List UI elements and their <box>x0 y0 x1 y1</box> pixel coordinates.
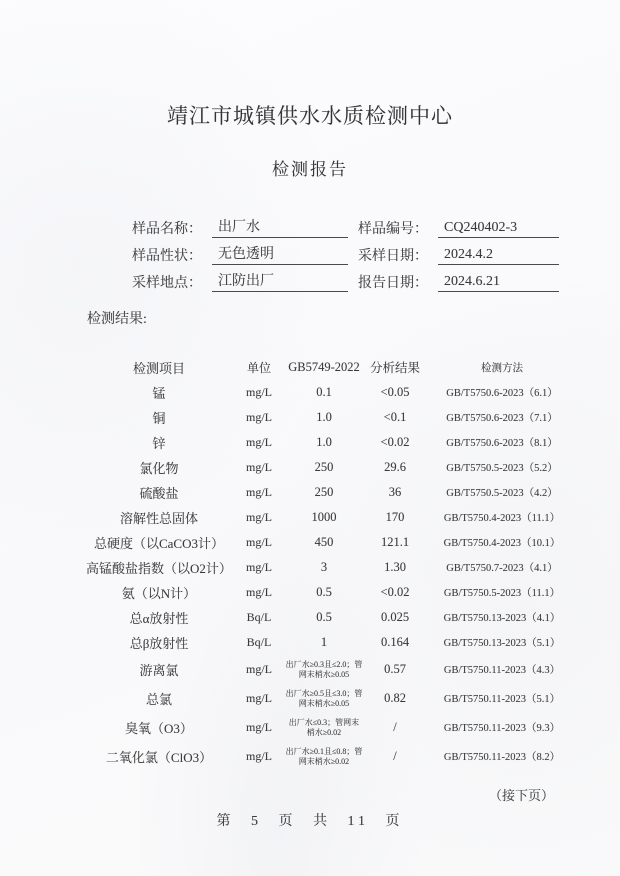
limit-cell: 出厂水≤0.3；管网末梢水≥0.02 <box>288 717 360 737</box>
method-cell: GB/T5750.11-2023（5.1） <box>443 694 561 705</box>
sample-info-row <box>132 238 620 265</box>
table-row <box>85 684 577 713</box>
test-item-cell: 氨（以N计） <box>121 586 197 601</box>
limit-cell: 1 <box>320 635 328 649</box>
method-cell: GB/T5750.6-2023（8.1） <box>446 438 558 449</box>
unit-cell: mg/L <box>246 720 272 734</box>
test-item-cell: 总硬度（以CaCO3计） <box>93 536 224 551</box>
field-value: CQ240402-3 <box>438 220 559 238</box>
sample-info-row <box>132 265 620 292</box>
unit-cell: mg/L <box>246 460 272 474</box>
method-cell: GB/T5750.11-2023（4.3） <box>443 665 561 676</box>
org-title: 靖江市城镇供水水质检测中心 <box>167 104 453 128</box>
result-cell: 121.1 <box>380 535 410 549</box>
table-row <box>85 580 577 605</box>
table-row <box>85 455 577 480</box>
test-item-cell: 铜 <box>152 411 166 426</box>
table-row <box>85 713 577 742</box>
limit-cell: 出厂水≥0.5且≤3.0；管网末梢水≥0.05 <box>285 688 363 708</box>
test-item-cell: 氯化物 <box>139 461 179 476</box>
result-cell: <0.05 <box>380 385 410 399</box>
field-value: 2024.4.2 <box>438 247 559 265</box>
continuation-note: （接下页） <box>488 788 554 803</box>
method-cell: GB/T5750.13-2023（4.1） <box>443 613 561 624</box>
result-cell: 0.82 <box>384 691 406 705</box>
limit-cell: 0.5 <box>316 610 332 624</box>
limit-cell: 3 <box>320 560 328 574</box>
limit-cell: 0.1 <box>316 385 332 399</box>
unit-cell: mg/L <box>246 749 272 763</box>
limit-cell: 1.0 <box>316 435 332 449</box>
limit-cell: 250 <box>314 485 334 499</box>
field-label: 样品性状： <box>132 249 202 264</box>
test-item-cell: 游离氯 <box>139 663 179 678</box>
method-cell: GB/T5750.5-2023（5.2） <box>446 463 558 474</box>
result-cell: 170 <box>385 510 405 524</box>
result-cell: <0.02 <box>380 585 410 599</box>
field-value: 江防出厂 <box>212 270 348 292</box>
test-item-cell: 总α放射性 <box>129 611 189 626</box>
unit-cell: mg/L <box>246 662 272 676</box>
result-cell: 0.57 <box>384 662 406 676</box>
test-item-cell: 总β放射性 <box>129 636 189 651</box>
table-row <box>85 530 577 555</box>
field-label: 采样日期： <box>358 249 428 264</box>
table-row <box>85 605 577 630</box>
test-item-cell: 总氯 <box>145 692 172 707</box>
result-cell: / <box>393 720 397 734</box>
field-value: 2024.6.21 <box>438 274 559 292</box>
unit-cell: mg/L <box>246 435 272 449</box>
limit-cell: 出厂水≥0.3且≤2.0；管网末梢水≥0.05 <box>285 659 363 679</box>
header-test-item: 检测项目 <box>132 360 185 376</box>
table-row <box>85 742 577 771</box>
test-item-cell: 臭氧（O3） <box>125 721 193 736</box>
page-footer: 第 5 页 共 11 页 <box>216 814 404 829</box>
unit-cell: mg/L <box>246 510 272 524</box>
method-cell: GB/T5750.6-2023（7.1） <box>446 413 558 424</box>
field-label: 报告日期： <box>358 276 428 291</box>
unit-cell: mg/L <box>246 585 272 599</box>
results-table-body <box>85 380 577 771</box>
method-cell: GB/T5750.6-2023（6.1） <box>446 388 558 399</box>
method-cell: GB/T5750.7-2023（4.1） <box>446 563 558 574</box>
limit-cell: 1000 <box>311 510 337 524</box>
test-item-cell: 硫酸盐 <box>139 486 179 501</box>
unit-cell: mg/L <box>246 535 272 549</box>
unit-cell: mg/L <box>246 691 272 705</box>
unit-cell: mg/L <box>246 410 272 424</box>
unit-cell: Bq/L <box>246 635 272 649</box>
header-unit: 单位 <box>246 360 271 375</box>
header-method: 检测方法 <box>481 362 523 374</box>
unit-cell: mg/L <box>246 560 272 574</box>
test-item-cell: 高锰酸盐指数（以O2计） <box>86 561 232 576</box>
header-standard: GB5749-2022 <box>288 359 360 374</box>
table-row <box>85 505 577 530</box>
limit-cell: 0.5 <box>316 585 332 599</box>
test-item-cell: 锰 <box>152 386 166 401</box>
results-table <box>85 354 577 771</box>
report-title: 检测报告 <box>272 160 348 179</box>
results-section-label: 检测结果: <box>87 312 147 327</box>
results-table-header <box>85 354 577 380</box>
table-row <box>85 480 577 505</box>
field-label: 样品名称： <box>132 222 202 237</box>
result-cell: / <box>393 749 397 763</box>
method-cell: GB/T5750.5-2023（4.2） <box>446 488 558 499</box>
result-cell: 29.6 <box>384 460 406 474</box>
method-cell: GB/T5750.5-2023（11.1） <box>443 588 561 599</box>
table-row <box>85 380 577 405</box>
unit-cell: mg/L <box>246 385 272 399</box>
method-cell: GB/T5750.13-2023（5.1） <box>443 638 561 649</box>
test-item-cell: 二氧化氯（ClO3） <box>105 750 213 765</box>
result-cell: 0.025 <box>380 610 410 624</box>
limit-cell: 1.0 <box>316 410 332 424</box>
method-cell: GB/T5750.11-2023（8.2） <box>443 752 561 763</box>
table-row <box>85 555 577 580</box>
sample-info-row <box>132 211 620 238</box>
limit-cell: 450 <box>314 535 334 549</box>
test-item-cell: 锌 <box>152 436 166 451</box>
result-cell: 0.164 <box>380 635 410 649</box>
unit-cell: Bq/L <box>246 610 272 624</box>
method-cell: GB/T5750.4-2023（11.1） <box>443 513 561 524</box>
field-label: 采样地点： <box>132 276 202 291</box>
result-cell: <0.1 <box>383 410 407 424</box>
field-label: 样品编号： <box>358 222 428 237</box>
limit-cell: 出厂水≥0.1且≤0.8；管网末梢水≥0.02 <box>285 746 363 766</box>
limit-cell: 250 <box>314 460 334 474</box>
field-value: 无色透明 <box>212 243 348 265</box>
method-cell: GB/T5750.11-2023（9.3） <box>443 723 561 734</box>
result-cell: <0.02 <box>380 435 410 449</box>
method-cell: GB/T5750.4-2023（10.1） <box>443 538 561 549</box>
table-row <box>85 430 577 455</box>
field-value: 出厂水 <box>212 216 348 238</box>
table-row <box>85 655 577 684</box>
sample-info <box>132 211 620 292</box>
table-row <box>85 630 577 655</box>
result-cell: 1.30 <box>384 560 406 574</box>
header-result: 分析结果 <box>369 361 420 375</box>
result-cell: 36 <box>388 485 402 499</box>
table-row <box>85 405 577 430</box>
unit-cell: mg/L <box>246 485 272 499</box>
test-item-cell: 溶解性总固体 <box>119 511 198 526</box>
